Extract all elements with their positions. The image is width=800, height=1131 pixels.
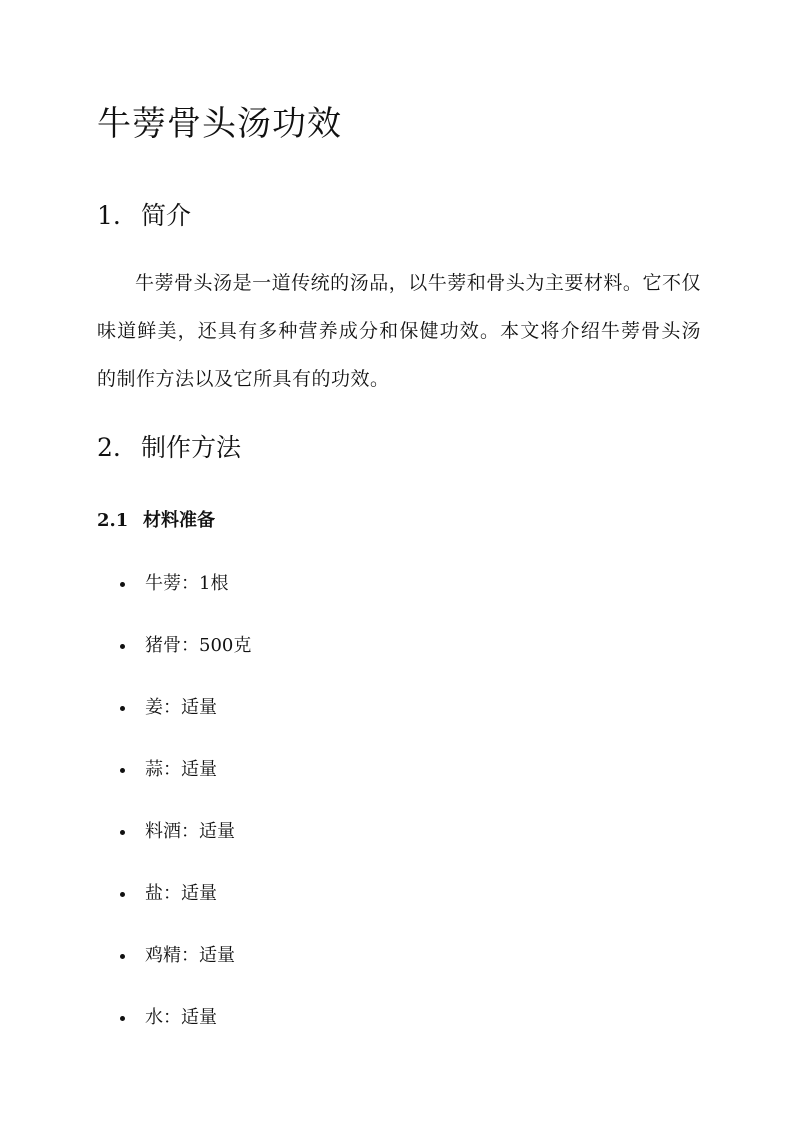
section-heading-method: [97, 428, 241, 464]
list-item: [97, 566, 251, 628]
ingredient-text: 猪骨：500克: [145, 635, 252, 656]
ingredient-text: 水：适量: [145, 1007, 217, 1028]
ingredient-text: 盐：适量: [145, 883, 217, 904]
bullet-icon: [120, 954, 125, 959]
list-item: [97, 1000, 251, 1062]
section-title: 简介: [141, 201, 192, 230]
subsection-title: 材料准备: [143, 510, 215, 531]
ingredient-text: 蒜：适量: [145, 759, 217, 780]
list-item: [97, 752, 251, 814]
intro-paragraph: 牛蒡骨头汤是一道传统的汤品，以牛蒡和骨头为主要材料。它不仅味道鲜美，还具有多种营养成分和保健功效。本文将介绍牛蒡骨头汤的制作方法以及它所具有的功效。: [97, 272, 701, 390]
bullet-icon: [120, 768, 125, 773]
section-heading-intro: [97, 196, 191, 232]
list-item: [97, 814, 251, 876]
section-number: 1.: [97, 201, 121, 230]
subsection-heading-ingredients: [97, 506, 215, 532]
ingredient-list: [97, 566, 251, 1062]
list-item: [97, 938, 251, 1000]
ingredient-text: 姜：适量: [145, 697, 217, 718]
bullet-icon: [120, 706, 125, 711]
ingredient-text: 鸡精：适量: [145, 945, 235, 966]
bullet-icon: [120, 892, 125, 897]
ingredient-text: 牛蒡：1根: [145, 573, 229, 594]
ingredient-text: 料酒：适量: [145, 821, 235, 842]
bullet-icon: [120, 582, 125, 587]
list-item: [97, 876, 251, 938]
bullet-icon: [120, 1016, 125, 1021]
subsection-number: 2.1: [97, 510, 129, 531]
list-item: [97, 628, 251, 690]
document-title: 牛蒡骨头汤功效: [97, 104, 342, 144]
list-item: [97, 690, 251, 752]
bullet-icon: [120, 830, 125, 835]
bullet-icon: [120, 644, 125, 649]
section-title: 制作方法: [141, 433, 242, 462]
section-number: 2.: [97, 433, 121, 462]
